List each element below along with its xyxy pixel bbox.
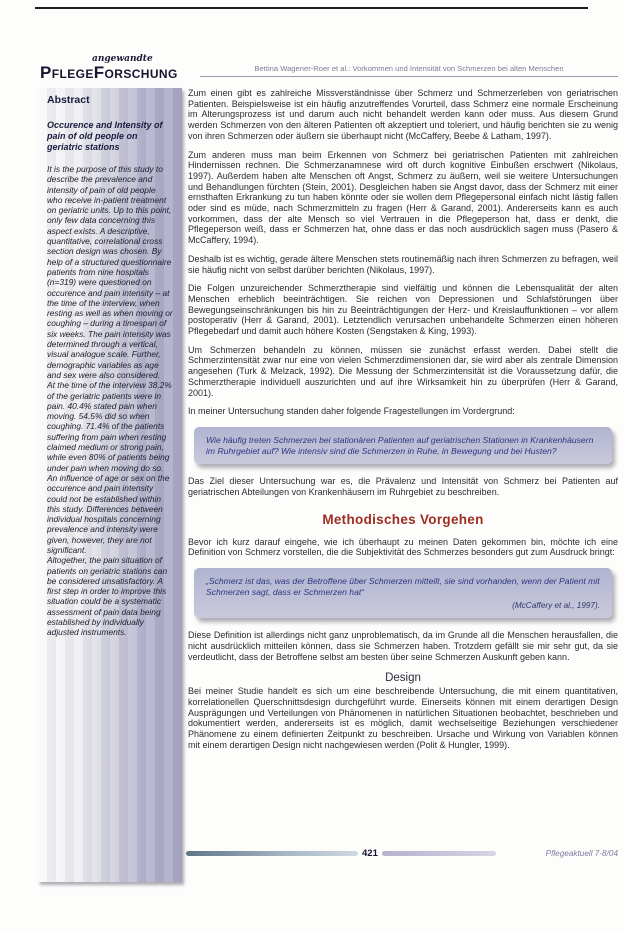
quote-text: „Schmerz ist das, was der Betroffene über Schmerzen mitteilt, sie sind vorhanden, wenn der Patient mit Schmerzen sagt, dass er Schmerzen hat“ (206, 575, 600, 597)
body-paragraph: Um Schmerzen behandeln zu können, müssen sie zunächst erfasst werden. Dabei stellt die Schmerzintensität zwar nur eine von vielen Schmerzdimensionen dar, sie wird aber als zentrale Dimension angesehen (Turk & Melzack, 1992). Die Messung der Schmerzintensität ist die Voraussetzung dafür, die Schmerztherapie individuell auszurichten und auf ihre Wirksamkeit hin zu überprüfen (Herr & Garand, 2001). (188, 344, 618, 398)
top-rule (35, 7, 588, 9)
abstract-paragraph: It is the purpose of this study to describe the prevalence and intensity of pain of old people who receive in-patient treatment on geriatric units. Up to this point, only few data concerning this aspect exists. A descriptive, quantitative, correlational cross section design was chosen. By help of a structured questionnaire patients from nine hospitals (n=319) were questioned on occurence and pain intensity – at the time of the interview, when resting as well as when moving or coughing – during a timespan of six weeks. The pain intensity was determined through a vertical, visual analogue scale. Further, demographic variables as age and sex were also considered. (47, 164, 173, 380)
body-paragraph: Die Folgen unzureichender Schmerztherapie sind vielfältig und können die Lebensqualität der alten Menschen erheblich beeinträchtigen. Sie reichen von Depressionen und Schlafstörungen über Bewegungseinschränkungen bis hin zu Beeinträchtigungen der Herz- und Kreislauffunktionen – vor allem postoperativ (Herr & Garand, 2001). Letztendlich verursachen unbehandelte Schmerzen einen höheren Pflegebedarf und damit auch höhere Kosten (Sengstaken & King, 1993). (188, 283, 618, 337)
abstract-paragraph: At the time of the interview 38.2% of the geriatric patients were in pain. 40.4% stated pain when moving. 54.5% did so when coughing. 71.4% of the patients suffering from pain when resting claimed medium or strong pain, while even 80% of patients being under pain when moving do so. (47, 380, 172, 473)
article-body (188, 88, 618, 759)
body-paragraph: Deshalb ist es wichtig, gerade ältere Menschen stets routinemäßig nach ihren Schmerzen zu befragen, weil sie häufig nicht von selbst darüber berichten (Nikolaus, 1997). (188, 253, 618, 275)
body-paragraph: In meiner Untersuchung standen daher folgende Fragestellungen im Vordergrund: (188, 406, 515, 417)
page-footer (186, 848, 618, 859)
body-paragraph: Das Ziel dieser Untersuchung war es, die Prävalenz und Intensität von Schmerz bei Patienten auf geriatrischen Abteilungen von Krankenhäusern im Ruhrgebiet zu beschreiben. (188, 476, 618, 497)
footer-right-bar (382, 851, 496, 856)
page-number: 421 (362, 848, 378, 859)
abstract-sidebar (38, 88, 182, 882)
body-paragraph: Zum anderen muss man beim Erkennen von Schmerz bei geriatrischen Patienten mit zahlreichen Hindernissen rechnen. Die Schmerzanamnese wird oft durch kognitive Einbußen erschwert (Nikolaus, 1997). Außerdem haben alte Menschen oft Angst, Schmerz zu äußern, weil sie weitere Untersuchungen und Behandlungen fürchten (Stein, 2001). Desgleichen haben sie Angst davor, dass der Schmerz mit einer ernsthaften Erkrankung zu tun haben könnte oder sie wollen dem Pflegepersonal einfach nicht lästig fallen oder sind es müde, nach Schmerzmitteln zu fragen (Herr & Garand, 2001). Andererseits kann es auch vorkommen, dass der alte Mensch so viel Vertrauen in die Pflegeperson hat, dass er denkt, die Pflegeperson weiß, dass er Schmerzen hat, ohne dass er das noch ausdrücklich sagen muss (Pasero & McCaffery, 1994). (188, 149, 618, 246)
section-heading-design: Design (385, 672, 421, 685)
logo-overline: angewandte (92, 54, 153, 64)
research-question-text: Wie häufig treten Schmerzen bei stationären Patienten auf geriatrischen Stationen in Krankenhäusern im Ruhrgebiet auf? Wie intensiv sind die Schmerzen in Ruhe, in Bewegung und bei Husten? (206, 434, 594, 456)
definition-quote-box (194, 568, 612, 618)
abstract-title: Occurence and Intensity of pain of old people on geriatric stations (47, 120, 163, 152)
research-question-box (194, 427, 612, 464)
journal-logo (40, 56, 210, 83)
body-paragraph: Bei meiner Studie handelt es sich um eine beschreibende Untersuchung, die mit einem quantitativen, korrelationellen Querschnittsdesign durchgeführt wurde. Einerseits können mit einem derartigen Design Ausprägungen und Verteilungen von Phänomenen in natürlichen Situationen beobachtet, beschrieben und dokumentiert werden, andererseits ist es möglich, damit wechselseitige Beziehungen verschiedener Phänomene zu einem definierten Zeitpunkt zu beschreiben. Ursache und Wirkung von Variablen können mit einem derartigen Design nicht nachgewiesen werden (Polit & Hungler, 1999). (188, 686, 618, 750)
body-paragraph: Bevor ich kurz darauf eingehe, wie ich überhaupt zu meinen Daten gekommen bin, möchte ich eine Definition von Schmerz vorstellen, die die Subjektivität des Schmerzes besonders gut zum Ausdruck bringt: (188, 536, 618, 558)
journal-issue-label: Pflegeaktuell 7-8/04 (545, 849, 618, 858)
footer-left-bar (186, 851, 358, 856)
section-heading-methodisches-vorgehen: Methodisches Vorgehen (322, 511, 484, 527)
abstract-paragraph: Altogether, the pain situation of patients on geriatric stations can be considered unsatisfactory. A first step in order to improve this situation could be a systematic assessment of pain data being established by individually adjusted instruments. (47, 555, 168, 638)
abstract-heading: Abstract (47, 94, 90, 106)
logo-title: PflegeForschung (40, 63, 178, 82)
quote-attribution: (McCaffery et al., 1997). (512, 601, 600, 611)
body-paragraph: Diese Definition ist allerdings nicht ganz unproblematisch, da im Grunde all die Menschen herausfallen, die nicht ausdrücklich mitteilen können, dass sie Schmerzen haben. Trotzdem gefällt sie mir sehr gut, da sie verdeutlicht, dass der Betroffene selbst am besten über seine Schmerzen Auskunft geben kann. (188, 630, 618, 662)
running-title: Bettina Wagener-Roer et al.: Vorkommen und Intensität von Schmerzen bei alten Menschen (200, 64, 618, 77)
body-paragraph: Zum einen gibt es zahlreiche Missverständnisse über Schmerz und Schmerzerleben von geriatrischen Patienten. Beispielsweise ist ein häufig anzutreffendes Vorurteil, dass Schmerz eine normale Erscheinung im Alterungsprozess ist und darum auch nicht behandelt werden kann oder muss. Aus diesem Grund werden Schmerzen von den älteren Patienten oft akzeptiert und toleriert, und häufig berichten sie zu wenig von ihren Schmerzen oder äußern sie überhaupt nicht (McCaffery, Beebe & Latham, 1997). (188, 88, 618, 141)
abstract-paragraph: An influence of age or sex on the occurence and pain intensity could not be established within this study. Differences between individual hospitals concerning prevalence and intensity were given, however, they are not significant. (47, 472, 170, 555)
